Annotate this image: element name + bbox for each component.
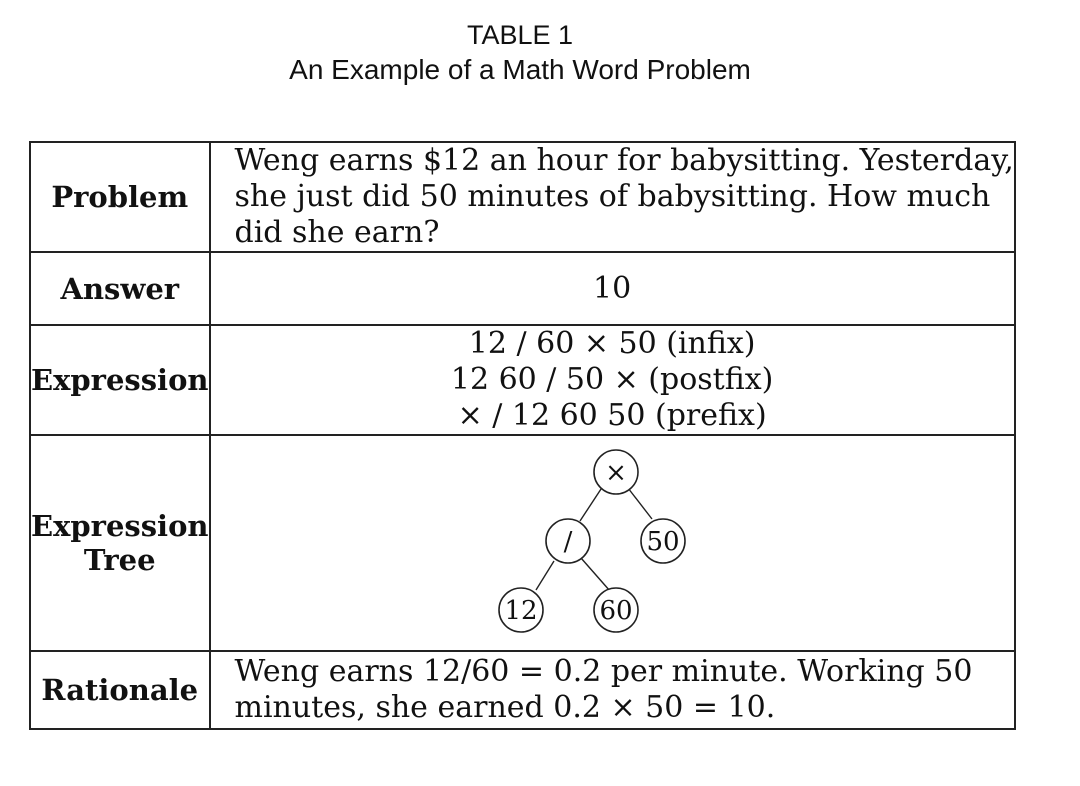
table-row-expression: [30, 325, 1015, 435]
expression-tree-label-line1: Expression: [31, 509, 209, 543]
tree-edge: [536, 561, 554, 590]
rationale-line: minutes, she earned 0.2 × 50 = 10.: [234, 690, 776, 725]
expression-postfix: 12 60 / 50 × (postfix): [450, 362, 774, 397]
problem-line: did she earn?: [234, 215, 440, 250]
tree-node-root: ×: [604, 458, 627, 488]
tree-node-50: 50: [645, 527, 680, 557]
table-row-problem: [30, 142, 1015, 252]
tree-node-60: 60: [598, 596, 633, 626]
rationale-label: Rationale: [30, 651, 210, 729]
tree-edge: [581, 558, 610, 591]
tree-node-divide: /: [563, 527, 572, 557]
tree-node-12: 12: [503, 596, 538, 626]
problem-text: [210, 142, 1015, 252]
tree-edge: [580, 486, 603, 521]
answer-value: 10: [210, 252, 1015, 325]
tree-edge: [628, 488, 652, 519]
expression-tree-diagram: [211, 437, 975, 649]
table-row-answer: [30, 252, 1015, 325]
expression-prefix: × / 12 60 50 (prefix): [457, 398, 767, 433]
math-word-problem-table: [29, 141, 1016, 730]
table-row-expression-tree: [30, 435, 1015, 651]
rationale-line: Weng earns 12/60 = 0.2 per minute. Working 50: [234, 654, 973, 689]
expression-infix: 12 / 60 × 50 (infix): [468, 326, 756, 361]
expression-tree-cell: [210, 435, 1015, 651]
rationale-text: [210, 651, 1015, 729]
answer-label: Answer: [30, 252, 210, 325]
problem-line: she just did 50 minutes of babysitting. How much: [234, 179, 991, 214]
table-caption-label: TABLE 1: [466, 20, 574, 50]
problem-line: Weng earns $12 an hour for babysitting. Yesterday,: [234, 143, 1014, 178]
expression-tree-label: [30, 435, 210, 651]
expression-forms: [210, 325, 1015, 435]
problem-label: Problem: [30, 142, 210, 252]
expression-tree-label-line2: Tree: [83, 543, 156, 577]
expression-label: Expression: [30, 325, 210, 435]
table-row-rationale: [30, 651, 1015, 729]
table-caption-title: An Example of a Math Word Problem: [289, 54, 751, 85]
